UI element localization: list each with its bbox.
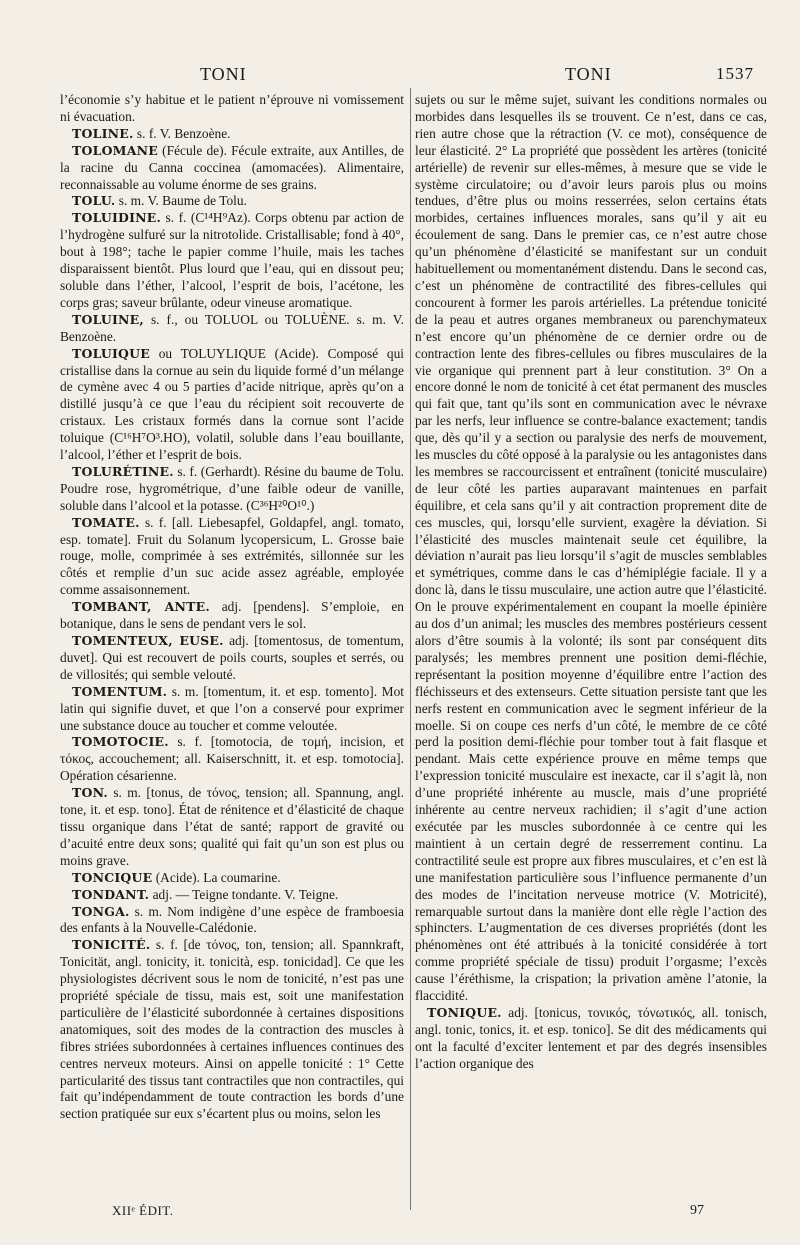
page-number: 1537 (716, 64, 754, 83)
entry-headword: TOMOTOCIE. (72, 734, 169, 750)
dictionary-entry (60, 599, 404, 633)
entry-text: (Acide). La coumarine. (155, 869, 281, 885)
dictionary-entry (60, 210, 404, 311)
dictionary-entry (60, 785, 404, 870)
entry-text: s. m. [tonus, de τόνος, tension; all. Spannung, angl. tone, it. et esp. tono]. État de rénitence et d’élasticité de chaque tissu organique dans l’état de santé; rapport de gravité ou d’acuité entre deux sons; qualité qui fait qu’un son est plus ou moins grave. (60, 785, 404, 868)
running-head-right: TONI (565, 64, 612, 84)
entry-headword: TOMBANT, ANTE. (72, 599, 210, 615)
entry-text: s. m. V. Baume de Tolu. (118, 193, 247, 209)
edition-note: XIIᵉ ÉDIT. (112, 1203, 174, 1218)
entry-text: adj. [tomentosus, de tomentum, duvet]. Qui est recouvert de poils courts, souples et serrés, ou de villosités; qui semble velouté. (60, 633, 404, 682)
dictionary-entry (415, 1005, 767, 1073)
entry-headword: TONGA. (72, 903, 130, 919)
entry-text: s. f. [de τόνος, ton, tension; all. Spannkraft, Tonicität, angl. tonicity, it. tonicità, esp. tonicidad]. Ce que les physiologistes décrivent sous le nom de tonicité, n’est pas une propriété spéciale de tissu, mais est, soit une manifestation particulière de l’élasticité subordonnée à certaines dispositions anatomiques, soit des modes de la contraction des muscles à fibres striées subordonnées à certaines influences continues des centres nerveux moteurs. Ainsi on appelle tonicité : 1° Cette particularité des tissus tant contractiles que non contractiles, qui fait qu’indépendamment de toute contraction les bords d’une section pratiquée sur eux s’écartent plus ou moins, selon les (60, 937, 404, 1122)
entry-text: s. f., ou TOLUOL ou TOLUÈNE. s. m. V. Benzoène. (60, 311, 404, 344)
entry-headword: TOLURÉTINE. (72, 463, 174, 479)
dictionary-entry (60, 346, 404, 464)
entry-headword: TOLUIQUE (72, 345, 150, 361)
entry-text: l’économie s’y habitue et le patient n’éprouve ni vomissement ni évacuation. (60, 92, 404, 124)
dictionary-entry (60, 684, 404, 735)
column-rule (410, 88, 411, 1210)
entry-text: adj. — Teigne tondante. V. Teigne. (152, 886, 339, 902)
entry-text: s. f. (Gerhardt). Résine du baume de Tolu. Poudre rose, hygrométrique, d’une faible odeur de vanille, soluble dans l’alcool et la potasse. (C³⁶H²⁰O¹⁰.) (60, 463, 404, 513)
dictionary-entry (60, 870, 404, 887)
entry-headword: TON. (72, 785, 108, 801)
entry-text: s. f. V. Benzoène. (136, 125, 231, 141)
entry-text: s. f. [tomotocia, de τομή, incision, et τόκος, accouchement; all. Kaiserschnitt, it. et esp. tomotocia]. Opération césarienne. (60, 734, 404, 784)
dictionary-entry (60, 937, 404, 1123)
entry-text: sujets ou sur le même sujet, suivant les conditions normales ou morbides dans lesquelles ils se trouvent. Ce n’est, dans ce cas, rien autre chose que la rétraction (V. ce mot), conséquence de leur élasticité. 2° La propriété que possèdent les artères (tonicité artérielle) de revenir sur elles-mêmes, à mesure que se vide le système circulatoire; ou d’avoir leurs parois plus ou moins tendues, d’être plus ou moins resserrées, selon certains états morbides, certaines influences morales, sans qu’il y ait eu écoulement de sang. Dans le premier cas, ce n’est autre chose qu’un phénomène d’élasticité se manifestant sur un conduit habituellement ou momentanément distendu. Dans le second cas, c’est un phénomène de contractilité des fibres-cellules qui concourent à former les parois artérielles. La prétendue tonicité de la peau et autres organes membraneux ou parenchymateux n’est encore qu’un phénomène de ce dernier ordre ou de contraction lente des fibres-cellules ou fibres musculaires de la vie organique qui prennent part à leur constitution. 3° On a encore donné le nom de tonicité à cet état permanent des muscles qui fait que, tant qu’ils sont en communication avec le névraxe par les nerfs, leur influence se contre-balance exactement; tandis que, dès qu’il y a section ou paralysie des nerfs de mouvement, les muscles du côté opposé à la paralysie ou les antagonistes dans les membres se raccourcissent et entraînent (tonicité musculaire) de leur côté les parties auparavant maintenues en parfait équilibre, et cela sans qu’il y ait contraction proprement dite de ces muscles, qui, lorsqu’elle survient, exagère la déviation. Si l’élasticité des muscles maintenait seule cet équilibre, la déviation n’aurait pas lieu lorsqu’il s’agit de muscles semblables et symétriques, comme dans le cas d’hémiplégie faciale. Il y a donc là, dans le tissu musculaire, une action autre que l’élasticité. On le prouve expérimentalement en coupant la moelle épinière au dos d’un animal; les muscles des membres postérieurs cessent alors d’être soumis à la volonté; ils sont par conséquent dits paralysés; les membres prennent une position demi-fléchie, représentant la position moyenne d’équilibre entre l’action des fléchisseurs et des extenseurs. Cette situation persiste tant que les nerfs restent en communication avec le segment inférieur de la moelle. Si on coupe ces nerfs d’un côté, le membre de ce côté perd la position demi-fléchie pour tomber tout à fait flasque et pendant. Mais cette expérience prouve en même temps que l’expression tonicité musculaire est inexacte, car il s’agit là, non d’une propriété inhérente au muscle, mais d’une propriété inhérente au centre nerveux rachidien; il s’agit d’une action exécutée par les muscles subordonnée à ce centre qui les maintient à un certain degré de resserrement continu. La contractilité seule est propre aux fibres musculaires, et c’en est là une manifestation particulière sous l’influence permanente d’un des modes de l’incitation nerveuse motrice (V. Motricité), remarquable surtout dans la manière dont elle règle l’action des sphincters. L’augmentation de ces diverses propriétés (dont les phénomènes ont été attribués à la tonicité considérée à tort comme propriété spéciale de tissu) produit l’orgasme; l’excès cause l’éréthisme, la crispation; la privation amène l’atonie, la flaccidité. (415, 92, 767, 1004)
entry-text: adj. [tonicus, τονικός, τόνωτικός, all. tonisch, angl. tonic, tonics, it. et esp. tonico]. Se dit des médicaments qui ont la faculté d’exciter lentement et par des degrés insensibles l’action organique des (415, 1004, 767, 1071)
dictionary-entry (415, 92, 767, 1005)
entry-headword: TOMENTUM. (72, 683, 168, 699)
entry-headword: TOLU. (72, 193, 116, 209)
entry-text: s. f. (C¹⁴H⁹Az). Corps obtenu par action de l’hydrogène sulfuré sur la nitrotolide. Cristallisable; fond à 40°, bout à 198°; tache le papier comme l’huile, mais les taches disparaissent bientôt. Plus lourd que l’eau, qui en dissout peu; soluble dans l’éther, l’alcool, l’esprit de bois, l’acétone, les corps gras; saveur brûlante, odeur vineuse aromatique. (60, 210, 404, 310)
left-column (60, 92, 404, 1123)
entry-headword: TONIQUE. (427, 1004, 502, 1020)
signature-mark: 97 (690, 1203, 704, 1218)
dictionary-entry (60, 92, 404, 126)
entry-headword: TONCIQUE (72, 869, 153, 885)
dictionary-entry (60, 633, 404, 684)
entry-headword: TOMATE. (72, 514, 140, 530)
entry-headword: TOLUINE, (72, 311, 144, 327)
entry-text: s. f. [all. Liebesapfel, Goldapfel, angl. tomato, esp. tomate]. Fruit du Solanum lycopersicum, L. Grosse baie rouge, molle, comprimée à ses extrémités, sillonnée sur les côtés et remplie d’un suc acide assez agréable, employée comme assaisonnement. (60, 514, 404, 598)
dictionary-entry (60, 734, 404, 785)
entry-text: s. m. Nom indigène d’une espèce de framboesia des enfants à la Nouvelle-Calédonie. (60, 903, 404, 936)
dictionary-entry (60, 904, 404, 938)
entry-headword: TOLINE. (72, 125, 134, 141)
dictionary-entry (60, 515, 404, 600)
dictionary-entry (60, 126, 404, 143)
right-column (415, 92, 767, 1073)
dictionary-entry (60, 464, 404, 515)
running-head-left: TONI (200, 64, 247, 84)
entry-headword: TOMENTEUX, EUSE. (72, 633, 224, 648)
entry-text: adj. [pendens]. S’emploie, en botanique, dans le sens de pendant vers le sol. (60, 599, 404, 632)
entry-text: s. m. [tomentum, it. et esp. tomento]. Mot latin qui signifie duvet, et que l’on a conservé pour exprimer une substance douce au toucher et comme veloutée. (60, 683, 404, 733)
entry-text: ou TOLUYLIQUE (Acide). Composé qui cristallise dans la cornue au sein du liquide formé d’un mélange de cymène avec 4 ou 5 parties d’acide nitrique, après qu’on a distillé jusqu’à ce que l’eau du récipient soit recouverte de cristaux. Les cristaux formés dans la cornue sont l’acide toluique (C¹⁶H⁷O³.HO), volatil, soluble dans l’eau bouillante, l’alcool, l’éther et l’esprit de bois. (60, 345, 404, 463)
dictionary-entry (60, 887, 404, 904)
dictionary-entry (60, 143, 404, 194)
dictionary-entry (60, 193, 404, 210)
entry-headword: TOLUIDINE. (72, 210, 162, 226)
entry-headword: TOLOMANE (72, 142, 158, 158)
dictionary-entry (60, 312, 404, 346)
entry-text: (Fécule de). Fécule extraite, aux Antilles, de la racine du Canna coccinea (amomacées). Alimentaire, reconnaissable au volume énorme de ses grains. (60, 142, 404, 192)
entry-headword: TONDANT. (72, 886, 150, 902)
entry-headword: TONICITÉ. (72, 937, 151, 953)
